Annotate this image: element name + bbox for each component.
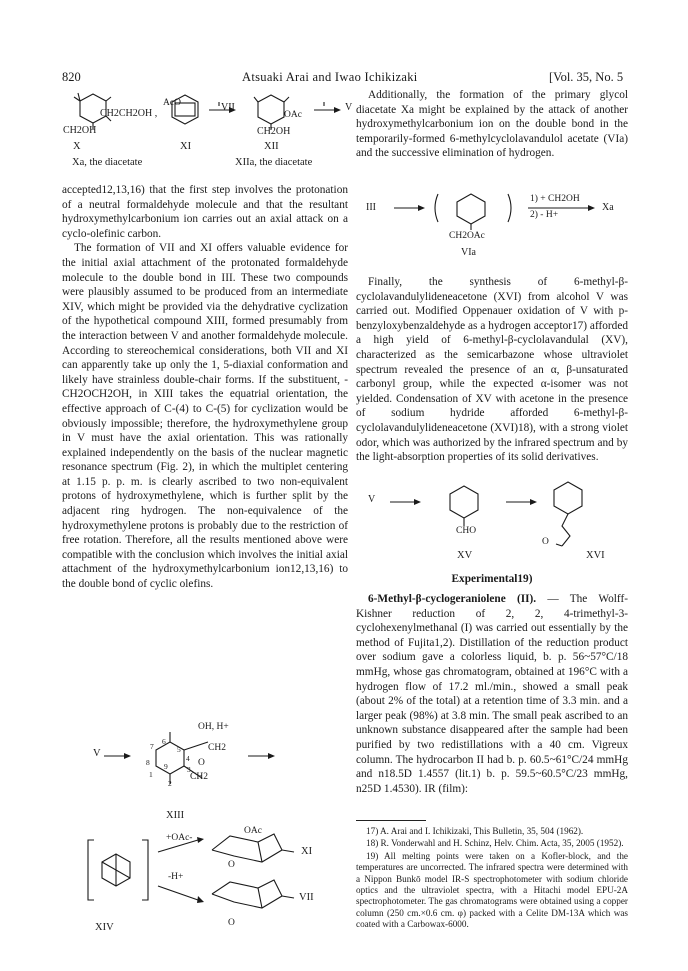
- paragraph-accepted: accepted12,13,16) that the first step involves the protonation of a neutral formaldehyde molecule and that the resultant hydroxymethylcarbonium ion carries out an axial attack on a cyclo-olefinic carbon.: [62, 184, 348, 240]
- chair-xi: [212, 834, 282, 862]
- arrow-label-vii: VII: [221, 102, 235, 113]
- xv-cho: CHO: [456, 526, 477, 536]
- xiv-oac: OAc: [244, 826, 262, 836]
- paragraph-finally: Finally, the synthesis of 6-methyl-β-cyclolavandulylideneacetone (XVI) from alcohol V was carried out. Modified Oppenauer oxidation of V with p-benzyloxybenzaldehyde as a hydrogen acceptor17) afforded a high yield of 6-methyl-β-cyclolavandulal (XV), characterized as the semicarbazone whose ultraviolet spectrum revealed the presence of an α, β-unsaturated carbonyl group, while the expected α-isomer was not yielded. Condensation of XV with acetone in the presence of sodium hydride afforded 6-methyl-β-cyclolavandulylideneacetone (XVI)18), with a strong violet odor, which was authorized by the infrared spectrum and by the light-absorption properties of its solid derivatives.: [356, 276, 628, 464]
- label-xv: XV: [457, 550, 473, 561]
- footnote-19: 19) All melting points were taken on a Kofler-block, and the temperatures are uncorrected. The infrared spectra were determined with a Nippon Bunkō model IR-S spectrophotometer with sodium chloride optics and the ultraviolet spectra, with a Hitachi model EPU-2A spectrophotometer. The gas chromatograms were obtained using a copper column (250 cm.×0.6 cm. φ) packed with a Celite DM-13A which was coated with a Carbowax-6000.: [356, 850, 628, 930]
- paragraph-formation: The formation of VII and XI offers valuable evidence for the initial axial attachment of the protonated formaldehyde molecule to the double bond in III. These two compounds were plausibly assumed to be produced from an intermediate XIV, which might be provided via the dehydrative cyclization of the hypothetical compound XIII, formed presumably from the interaction between V and another formaldehyde molecule. According to stereochemical considerations, both VII and XI can apparently take up only the 1, 5-diaxial conformation and likely have strainless double-chair forms. If the substituent, -CH2OCH2OH, in XIII takes the equatrial orientation, the effective approach of C-(4) to C-(5) for cyclization would be obviously impossible; therefore, the hydroxymethylene group in V must have the axial orientation. This was rationally explained independently on the basis of the nuclear magnetic resonance spectrum (Fig. 2), in which the multiplet centering at 1.15 p. p. m. is clearly ascribed to two non-equivalent protons of hydroxymethylene, which is further split by the adjacent ring hydrogen. The non-equivalence of the hydroxymethylene protons is probably due to the restriction of free rotation. Therefore, all the results mentioned above were compatible with the conclusion which involves the initial axial attachment of the hydroxymethylcarbonium ion12,13,16) to the double bond of cyclic olefins.: [62, 242, 348, 591]
- ring-via: [457, 194, 485, 224]
- x-substituent-2: CH2OH: [63, 125, 97, 136]
- xiii-ch2-a: CH2: [208, 743, 226, 753]
- xiv-plus-oac: +OAc-: [166, 833, 193, 843]
- caption-xiia: XIIa, the diacetate: [235, 157, 313, 168]
- scheme-top-structures: [62, 88, 348, 168]
- xiii-oh-h: OH, H+: [198, 722, 229, 732]
- via-step2: 2) - H+: [530, 210, 559, 220]
- scheme-xiii: [62, 716, 348, 826]
- running-head-volume: [Vol. 35, No. 5: [549, 70, 624, 84]
- label-xvi: XVI: [586, 550, 605, 561]
- footnote-17: 17) A. Arai and I. Ichikizaki, This Bulletin, 35, 504 (1962).: [366, 826, 584, 836]
- xi-aco: AcO: [163, 98, 181, 108]
- xiii-n6: 6: [162, 737, 166, 746]
- xiv-o2: O: [228, 918, 235, 928]
- label-xiii: XIII: [166, 810, 185, 821]
- xiii-n9: 9: [164, 762, 168, 771]
- xiii-n8: 8: [146, 758, 150, 767]
- paragraph-additionally: Additionally, the formation of the primary glycol diacetate Xa might be explained by the attack of another hydroxymethylcarbonium ion on the double bond in the temporarily-formed 6-methylcyclolavandulol acetate (VIa) and the successive elimination of hydrogen.: [356, 89, 628, 160]
- ring-xvi: [554, 482, 582, 514]
- via-xa: Xa: [602, 202, 614, 213]
- via-label: VIa: [461, 247, 476, 258]
- x-substituent: CH2CH2OH ,: [100, 108, 158, 119]
- scheme-via: [356, 190, 628, 250]
- left-column-text: [62, 183, 348, 592]
- xiv-label-xi: XI: [301, 846, 313, 857]
- xvi-o: O: [542, 537, 549, 547]
- right-column-mid: [356, 275, 628, 465]
- xiii-n7: 7: [150, 742, 154, 751]
- via-step1: 1) + CH2OH: [530, 194, 580, 204]
- ring-xii: [258, 95, 284, 124]
- via-ch2oac: CH2OAc: [449, 231, 485, 241]
- label-x: X: [73, 141, 81, 152]
- experimental-heading: Experimental19): [451, 573, 533, 585]
- experimental-compound-title: 6-Methyl-β-cyclogeraniolene (II).: [368, 593, 537, 605]
- xiii-n2: 2: [168, 779, 172, 788]
- label-xi: XI: [180, 141, 192, 152]
- xiii-n3: 3: [187, 765, 191, 774]
- label-xii: XII: [264, 141, 279, 152]
- arrow-label-v: V: [345, 102, 353, 113]
- xv-v: V: [368, 494, 376, 505]
- xiii-v: V: [93, 748, 101, 759]
- xiv-minus-h: -H+: [168, 872, 184, 882]
- footnote-18: 18) R. Vonderwahl and H. Schinz, Helv. Chim. Acta, 35, 2005 (1952).: [366, 838, 624, 849]
- scheme-xv: [356, 480, 628, 560]
- xii-ch2oh: CH2OH: [257, 126, 291, 137]
- footnote-rule: [356, 820, 426, 821]
- xiv-o1: O: [228, 860, 235, 870]
- xiii-ch2-b: CH2: [190, 772, 208, 782]
- xiii-o: O: [198, 758, 205, 768]
- via-iii: III: [366, 202, 376, 213]
- footnotes: [356, 820, 628, 932]
- ring-xv: [450, 486, 478, 518]
- chair-vii: [212, 880, 282, 908]
- right-column-top: [356, 88, 628, 161]
- label-xiv: XIV: [95, 922, 114, 933]
- xii-oac: OAc: [284, 110, 302, 120]
- xiv-label-vii: VII: [299, 892, 314, 903]
- experimental-text: [356, 592, 628, 796]
- caption-xa: Xa, the diacetate: [72, 157, 143, 168]
- page-number: 820: [62, 70, 81, 84]
- xiii-n1: 1: [149, 770, 153, 779]
- xiii-n4: 4: [186, 754, 190, 763]
- xiii-n5: 5: [177, 745, 181, 754]
- experimental-body: — The Wolff-Kishner reduction of 2, 2, 4-trimethyl-3-cyclohexenylmethanal (I) was carried out essentially by the method of Fujita1,2). Distillation of the reduction product over sodium gave a colorless liquid, b. p. 56~57°C/18 mmHg, whose gas chromatogram, obtained at 196°C with a hydrogen flow of 17.2 ml./min., showed a small peak (about 2% of the total) at a retention time of 3.3 min. and a larger peak (98%) at 3.8 min. The small peak ascribed to an unknown substance disappeared after the sample had been purified by two redistillations with a 40 cm. Vigreux column. The hydrocarbon II had b. p. 60.5~61°C/24 mmHg and n18.5D 1.4557 (lit.1) b. p. 59.5~60.5°C/23 mmHg, n25D 1.4530). IR (film):: [356, 593, 628, 795]
- running-head-authors: Atsuaki Arai and Iwao Ichikizaki: [242, 70, 418, 84]
